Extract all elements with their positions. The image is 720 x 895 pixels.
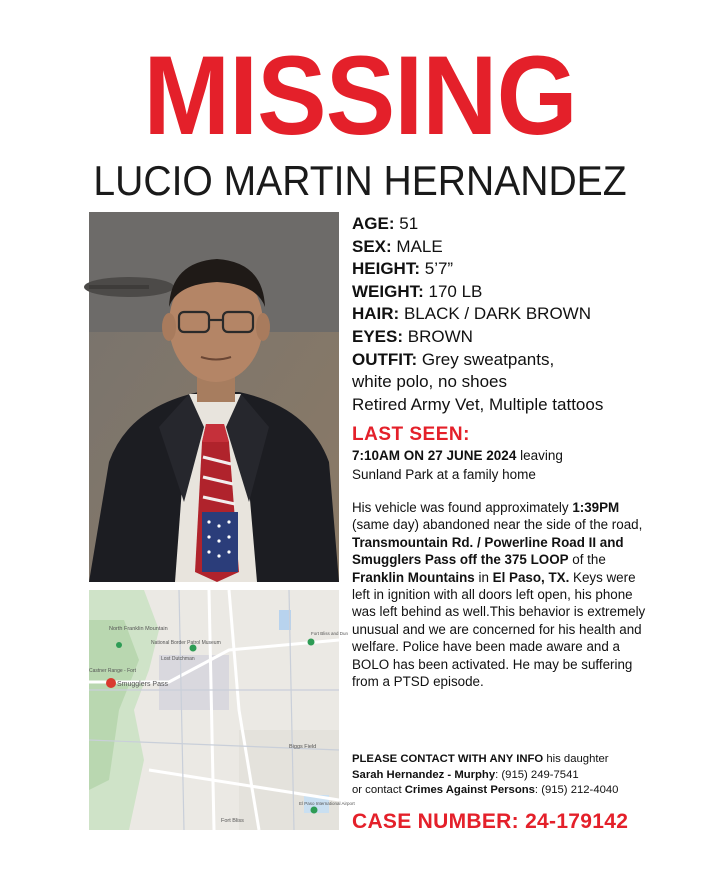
missing-person-name: LUCIO MARTIN HERNANDEZ	[93, 157, 627, 204]
last-seen-heading: LAST SEEN:	[352, 424, 470, 445]
detail-hair: HAIR: BLACK / DARK BROWN	[352, 304, 591, 324]
detail-outfit-line2: white polo, no shoes	[352, 372, 507, 392]
detail-age: AGE: 51	[352, 214, 419, 233]
contact-info: PLEASE CONTACT WITH ANY INFO his daughter Sarah Hernandez - Murphy: (915) 249-7541 or contact Crimes Against Persons: (915) 212-4040	[352, 753, 619, 796]
map-label-smugglers: Smugglers Pass	[117, 681, 168, 688]
map-label-airport: El Paso International Airport	[299, 801, 355, 806]
case-number: CASE NUMBER: 24-179142	[352, 810, 629, 833]
detail-height: HEIGHT: 5’7”	[352, 259, 454, 279]
map-label-bliss: Fort Bliss	[221, 818, 244, 824]
detail-outfit: OUTFIT: Grey sweatpants,	[352, 349, 555, 369]
detail-eyes: EYES: BROWN	[352, 326, 473, 346]
map-label-north: North Franklin Mountain	[109, 626, 168, 632]
map-label-biggs: Biggs Field	[289, 744, 317, 750]
missing-title: MISSING	[143, 33, 577, 158]
map-label-fortbliss2: Fort Bliss and Dun	[311, 631, 349, 636]
map-label-mission: Lost Dutchman	[161, 656, 195, 662]
details-block	[352, 213, 652, 416]
map-illustration	[89, 590, 355, 830]
person-photo-illustration	[89, 212, 339, 582]
detail-sex: SEX: MALE	[352, 236, 443, 256]
smugglers-pass-pin	[106, 678, 116, 688]
map-label-border: National Border Patrol Museum	[151, 640, 221, 646]
last-seen-text: 7:10AM ON 27 JUNE 2024 leaving Sunland Park at a family home	[352, 448, 563, 482]
person-photo	[89, 212, 339, 582]
map-label-wilderness: Castner Range - Fort	[89, 668, 136, 674]
location-map	[89, 590, 355, 830]
detail-extra: Retired Army Vet, Multiple tattoos	[352, 394, 604, 414]
description-paragraph: His vehicle was found approximately 1:39PM (same day) abandoned near the side of the road, Transmountain Rd. / Powerline Road II and Smugglers Pass off the 375 LOOP of the Franklin Mountains in El Paso, TX. Keys were left in ignition with all doors left open, his phone was left behind as well.This behavior is extremely unusual and we are concerned for his health and welfare. Police have been made aware and a BOLO has been activated. He may be suffering from a PTSD episode.	[352, 500, 646, 690]
detail-weight: WEIGHT: 170 LB	[352, 281, 483, 301]
